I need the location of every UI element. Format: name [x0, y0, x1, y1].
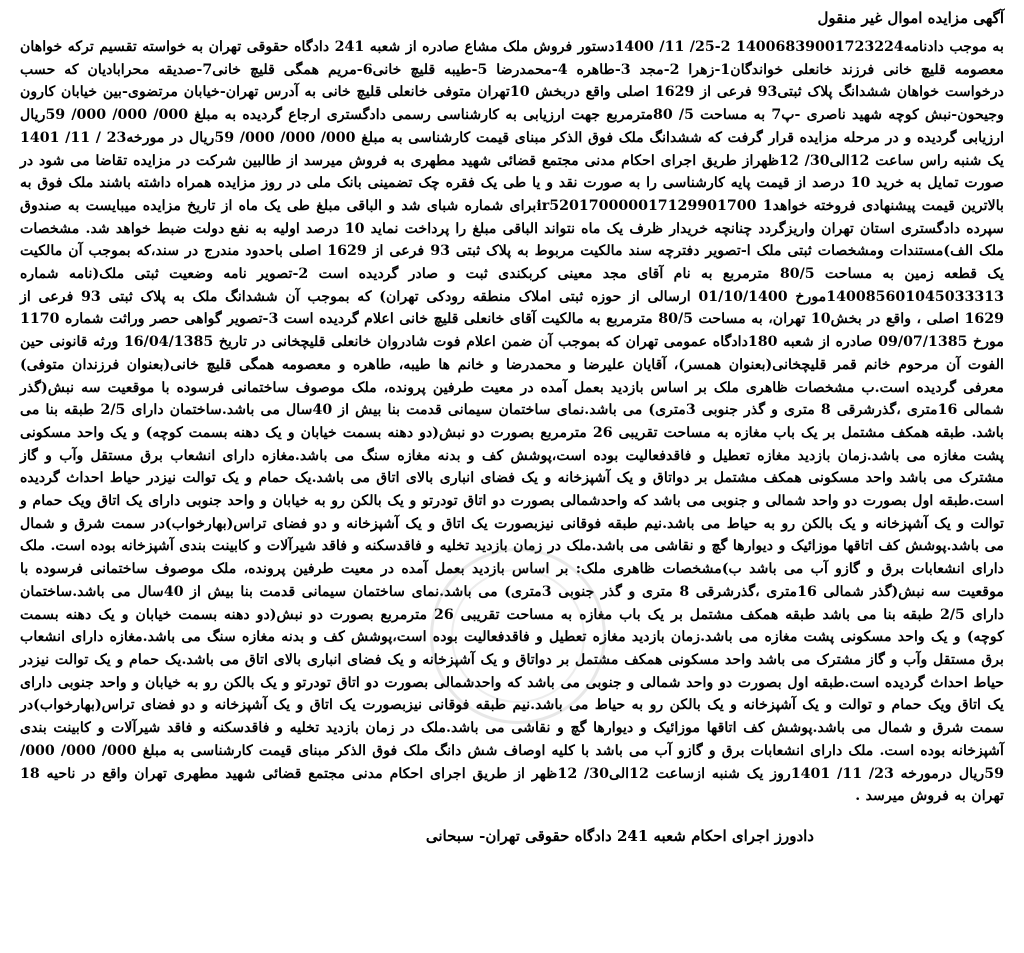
notice-title: آگهی مزایده اموال غیر منقول [817, 9, 1004, 27]
notice-body: به موجب دادنامه14006839001723224 2-25/ 11/ 1400دستور فروش ملک مشاع صادره از شعبه 241 دادگاه حقوقی تهران به خواسته تقسیم ترکه خواهان معصومه قلیچ خانی فرزند خانعلی خواندگان1-زهرا 2-مجد 3-طاهره 4-محمدرضا 5-طیبه قلیچ خانی6-مریم همگی قلیچ خانی7-صدیقه محرابادیان که حسب درخواست خواهان ششدانگ پلاک ثبتی93 فرعی از 1629 اصلی واقع دربخش 10تهران متوفی خانعلی قلیچ خانی به آدرس تهران-خیابان مرتضوی-بین خیابان کارون وجیحون-نبش کوچه شهید ناصری -پ7 به مساحت 5/ 80مترمربع جهت ارزیابی به کارشناسی رسمی دادگستری ارجاع گردیده به مبلغ 000/ 000/ 000/ 59ریال ارزیابی گردیده و در مرحله مزایده قرار گرفت که ششدانگ ملک فوق الذکر مبنای قیمت کارشناسی به مبلغ 000/ 000/ 000/ 59ریال در مورخه23 / 11/ 1401 یک شنبه راس ساعت 12الی30/ 12ظهراز طریق اجرای احکام مدنی مجتمع قضائی شهید مطهری به فروش میرسد از طالبین شرکت در مزایده تقاضا می شود در صورت تمایل به خرید 10 درصد از قیمت پایه کارشناسی را به صورت نقد و یا طی یک فقره چک تضمینی بانک ملی در روز مزایده همراه داشته باشند ملک فوق به بالاترین قیمت پیشنهادی فروخته خواهدir520170000017129901700 1برای شماره شبای شد و الباقی مبلغ طی یک ماه از تاریخ مزایده میبایست به صندوق سپرده دادگستری استان تهران واریزگردد چنانچه خریدار ظرف یک ماه نتواند الباقی مبلغ را پرداخت نماید 10 درصد اولیه به نفع دولت ضبط خواهد شد. مشخصات ملک الف)مستندات ومشخصات ثبتی ملک ا-تصویر دفترچه سند مالکیت مربوط به پلاک ثبتی 93 فرعی از 1629 اصلی باحدود مندرج در سند،که بموجب آن مالکیت یک قطعه زمین به مساحت 80/5 مترمربع به نام آقای مجد معینی کربکندی ثبت و صادر گردیده است 2-تصویر نامه وضعیت ثبتی ملک(نامه شماره 140085601045033313مورخ 01/10/1400 ارسالی از حوزه ثبتی املاک منطقه رودکی تهران) که بموجب آن ششدانگ ملک به پلاک ثبتی 93 فرعی از 1629 اصلی ، واقع در بخش10 تهران، به مساحت 80/5 مترمربع به مالکیت آقای خانعلی قلیچ خانی اعلام گردیده است 3-تصویر گواهی حصر وراثت شماره 1170 مورخ 09/07/1385 صادره از شعبه 180دادگاه عمومی تهران که بموجب آن ضمن اعلام فوت شادروان خانعلی قلیچخانی در تاریخ 16/04/1385 ورثه قانونی حین الفوت آن مرحوم خانم قمر قلیچخانی(بعنوان همسر)، آقایان علیرضا و محمدرضا و خانم ها طیبه، طاهره و معصومه همگی قلیچ خانی(بعنوان فرزندان متوفی) معرفی گردیده است.ب مشخصات ظاهری ملک بر اساس بازدید بعمل آمده در معیت طرفین پرونده، ملک موصوف ساختمانی فرسوده با موقعیت سه نبش(گذر شمالی 16متری ،گذرشرقی 8 متری و گذر جنوبی 3متری) می باشد.نمای ساختمان سیمانی قدمت بنا بیش از 40سال می باشد.ساختمان دارای 2/5 طبقه بنا می باشد. طبقه همکف مشتمل بر یک باب مغازه به مساحت تقریبی 26 مترمربع بصورت دو نبش(دو دهنه بسمت خیابان و یک دهنه بسمت کوچه) و یک واحد مسکونی پشت مغازه می باشد.زمان بازدید مغازه تعطیل و فاقدفعالیت بوده است،پوشش کف و بدنه مغازه سنگ می باشد.مغازه دارای انشعاب برق مستقل وآب و گاز مشترک می باشد واحد مسکونی همکف مشتمل بر دواتاق و یک آشپزخانه و یک فضای انباری بالای اتاق می باشد.یک حمام و یک توالت نیزدر حیاط احداث گردیده است.طبقه اول بصورت دو واحد شمالی و جنوبی می باشد که واحدشمالی بصورت دو اتاق تودرتو و یک بالکن رو به خیابان و واحد جنوبی دارای یک اتاق ویک حمام و توالت و یک آشپزخانه و یک بالکن رو به حیاط می باشد.نیم طبقه فوقانی نیزبصورت یک اتاق و یک آشپزخانه و دو فضای تراس(بهارخواب)در سمت شرق و شمال می باشد.پوشش کف اتاقها موزائیک و دیوارها گچ و نقاشی می باشد.ملک در زمان بازدید تخلیه و فاقدسکنه و فاقد شیرآلات و کابینت بندی آشپزخانه بوده است. ملک دارای انشعابات برق و گازو آب می باشد ب)مشخصات ظاهری ملک: بر اساس بازدید بعمل آمده در معیت طرفین پرونده، ملک موصوف ساختمانی فرسوده با موقعیت سه نبش(گذر شمالی 16متری ،گذرشرقی 8 متری و گذر جنوبی 3متری) می باشد.نمای ساختمان سیمانی قدمت بنا بیش از 40سال می باشد.ساختمان دارای 2/5 طبقه بنا می باشد طبقه همکف مشتمل بر یک باب مغازه به مساحت تقریبی 26 مترمربع بصورت دو نبش(دو دهنه بسمت خیابان و یک دهنه بسمت کوچه) و یک واحد مسکونی پشت مغازه می باشد.زمان بازدید مغازه تعطیل و فاقدفعالیت بوده است،پوشش کف و بدنه مغازه سنگ می باشد.مغازه دارای انشعاب برق مستقل وآب و گاز مشترک می باشد واحد مسکونی همکف مشتمل بر دواتاق و یک آشپزخانه و یک فضای انباری بالای اتاق می باشد.یک حمام و یک توالت نیزدر حیاط احداث گردیده است.طبقه اول بصورت دو واحد شمالی و جنوبی می باشد که واحدشمالی بصورت دو اتاق تودرتو و یک بالکن رو به خیابان و واحد جنوبی دارای یک اتاق ویک حمام و توالت و یک آشپزخانه و یک بالکن رو به حیاط می باشد.نیم طبقه فوقانی نیزبصورت یک اتاق و یک آشپزخانه و دو فضای تراس(بهارخواب)در سمت شرق و شمال می باشد.پوشش کف اتاقها موزائیک و دیوارها گچ و نقاشی می باشد.ملک در زمان بازدید تخلیه و فاقدسکنه و فاقد شیرآلات و کابینت بندی آشپزخانه بوده است. ملک دارای انشعابات برق و گازو آب می باشد با کلیه اوصاف شش دانگ ملک فوق الذکر مبنای قیمت کارشناسی به مبلغ 000/ 000/ 000/ 59ریال درمورخه 23/ 11/ 1401روز یک شنبه ازساعت 12الی30/ 12ظهر از طریق اجرای احکام مدنی مجتمع قضائی شهید مطهری تهران واقع در ناحیه 18 تهران به فروش میرسد . [20, 39, 1005, 805]
notice-signature: دادورز اجرای احکام شعبه 241 دادگاه حقوقی تهران- سبحانی [425, 826, 814, 845]
